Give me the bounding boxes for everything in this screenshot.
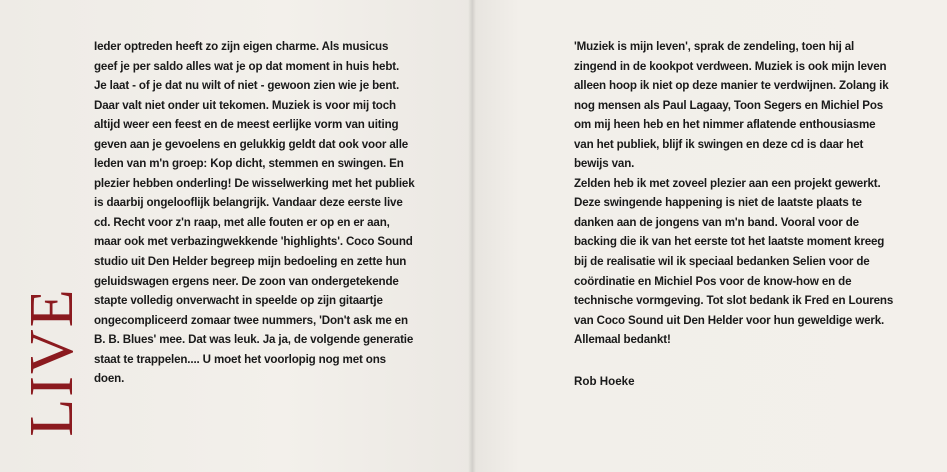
center-fold (468, 0, 476, 472)
text-line: studio uit Den Helder begreep mijn bedoeling en zette hun (94, 255, 407, 269)
text-line: bij de realisatie wil ik speciaal bedanken Selien voor de (574, 255, 870, 269)
text-line: doen. (94, 372, 125, 386)
text-line: om mij heen heb en het nimmer aflatende enthousiasme (574, 118, 876, 132)
text-line: cd. Recht voor z'n raap, met alle fouten er op en er aan, (94, 215, 390, 229)
text-line: zingend in de kookpot verdween. Muziek is ook mijn leven (574, 59, 887, 73)
text-line: maar ook met verbazingwekkende 'highlights'. Coco Sound (94, 235, 413, 249)
text-line: Je laat - of je dat nu wilt of niet - gewoon zien wie je bent. (94, 79, 400, 93)
text-line: coördinatie en Michiel Pos voor de know-how en de (574, 274, 852, 288)
text-line: alleen hoop ik niet op deze manier te verdwijnen. Zolang ik (574, 79, 889, 93)
text-line: Ieder optreden heeft zo zijn eigen charme. Als musicus (94, 40, 389, 53)
text-line: van het publiek, blijf ik swingen en deze cd is daar het (574, 137, 864, 151)
text-line: Daar valt niet onder uit tekomen. Muziek is voor mij toch (94, 98, 396, 112)
text-line: nog mensen als Paul Lagaay, Toon Segers en Michiel Pos (574, 98, 884, 112)
text-line: geluidswagen ergens neer. De zoon van ondergetekende (94, 274, 399, 288)
text-line: geef je per saldo alles wat je op dat moment in huis hebt. (94, 59, 400, 73)
text-line: geven aan je gevoelens en gelukkig geldt dat ook voor alle (94, 137, 409, 151)
text-line: danken aan de jongens van m'n band. Vooral voor de (574, 215, 859, 229)
right-text-block (574, 37, 914, 350)
text-line: 'Muziek is mijn leven', sprak de zendeling, toen hij al (574, 40, 855, 53)
text-line: Deze swingende happening is niet de laatste plaats te (574, 196, 862, 210)
live-title-text: LIVE (18, 287, 86, 437)
text-line: ongecompliceerd zomaar twee nummers, 'Don't ask me en (94, 313, 408, 327)
text-line: backing die ik van het eerste tot het laatste moment kreeg (574, 235, 885, 249)
text-line: is daarbij ongelooflijk belangrijk. Vandaar deze eerste live (94, 196, 403, 210)
text-line: van Coco Sound uit Den Helder voor hun geweldige werk. (574, 313, 885, 327)
text-line: plezier hebben onderling! De wisselwerking met het publiek (94, 176, 415, 190)
text-line: stapte volledig onverwacht in speelde op zijn gitaartje (94, 294, 383, 308)
text-line: bewijs van. (574, 157, 635, 171)
signature: Rob Hoeke (574, 375, 635, 388)
left-text-block (94, 37, 446, 389)
text-line: staat te trappelen.... U moet het voorlopig nog met ons (94, 352, 386, 366)
text-line: Zelden heb ik met zoveel plezier aan een projekt gewerkt. (574, 176, 881, 190)
text-line: technische vormgeving. Tot slot bedank ik Fred en Lourens (574, 294, 894, 308)
text-line: altijd weer een feest en de meest eerlijke vorm van uiting (94, 118, 399, 132)
text-line: leden van m'n groep: Kop dicht, stemmen en swingen. En (94, 157, 404, 171)
text-line: B. B. Blues' mee. Dat was leuk. Ja ja, de volgende generatie (94, 333, 414, 347)
text-line: Allemaal bedankt! (574, 333, 671, 347)
